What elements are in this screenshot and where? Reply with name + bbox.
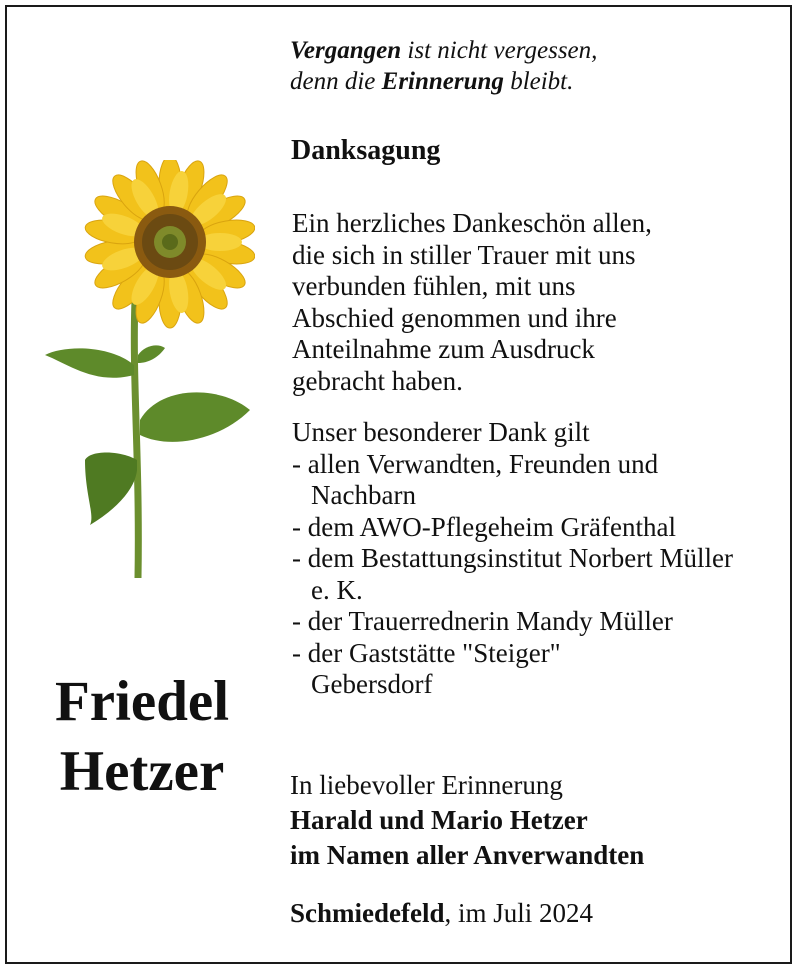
- sunflower-stem: [134, 300, 138, 578]
- thanks-line: Anteilnahme zum Ausdruck: [292, 334, 595, 364]
- sunflower-head: [83, 160, 255, 328]
- special-thanks-intro: Unser besonderer Dank gilt: [292, 417, 590, 447]
- quote-text-3: bleibt.: [503, 68, 574, 95]
- special-thanks-item: - der Gaststätte "Steiger" Gebersdorf: [292, 637, 561, 699]
- sunflower-leaf-small: [138, 345, 165, 363]
- closing-block: [290, 768, 644, 873]
- quote-word-erinnerung: Erinnerung: [381, 68, 504, 95]
- sunflower-leaf-right: [140, 392, 250, 442]
- quote-text-1: ist nicht vergessen,: [401, 37, 598, 64]
- closing-relatives: im Namen aller Anverwandten: [290, 840, 645, 870]
- closing-line: In liebevoller Erinnerung: [290, 770, 563, 800]
- sunflower-leaf-left: [45, 348, 134, 377]
- quote-text-2: denn die: [290, 68, 382, 95]
- special-thanks-item: - der Trauerrednerin Mandy Müller: [292, 606, 673, 636]
- thanks-line: verbunden fühlen, mit uns: [292, 271, 576, 301]
- special-thanks-item: - allen Verwandten, Freunden und Nachbarn: [292, 448, 659, 510]
- quote-word-vergangen: Vergangen: [290, 37, 402, 64]
- memorial-quote: [290, 35, 597, 97]
- place-date: [290, 896, 593, 930]
- place-town: Schmiedefeld: [290, 898, 445, 928]
- thanks-line: die sich in stiller Trauer mit uns: [292, 239, 636, 270]
- deceased-first-name: Friedel: [54, 670, 230, 733]
- special-thanks: [292, 417, 791, 701]
- special-thanks-item: - dem AWO-Pflegeheim Gräfenthal: [292, 511, 676, 542]
- deceased-last-name: Hetzer: [59, 740, 225, 803]
- thanks-line: Abschied genommen und ihre: [292, 302, 617, 333]
- sunflower-image: [40, 160, 255, 580]
- thanks-paragraph: [292, 208, 652, 397]
- heading-danksagung: Danksagung: [291, 135, 441, 166]
- sunflower-leaf-lower: [85, 453, 137, 526]
- closing-signatories: Harald und Mario Hetzer: [290, 805, 588, 835]
- place-date-text: , im Juli 2024: [444, 898, 594, 928]
- special-thanks-item: - dem Bestattungsinstitut Norbert Müller e. K.: [292, 543, 733, 605]
- thanks-line: Ein herzliches Dankeschön allen,: [292, 208, 652, 238]
- thanks-line: gebracht haben.: [292, 365, 463, 396]
